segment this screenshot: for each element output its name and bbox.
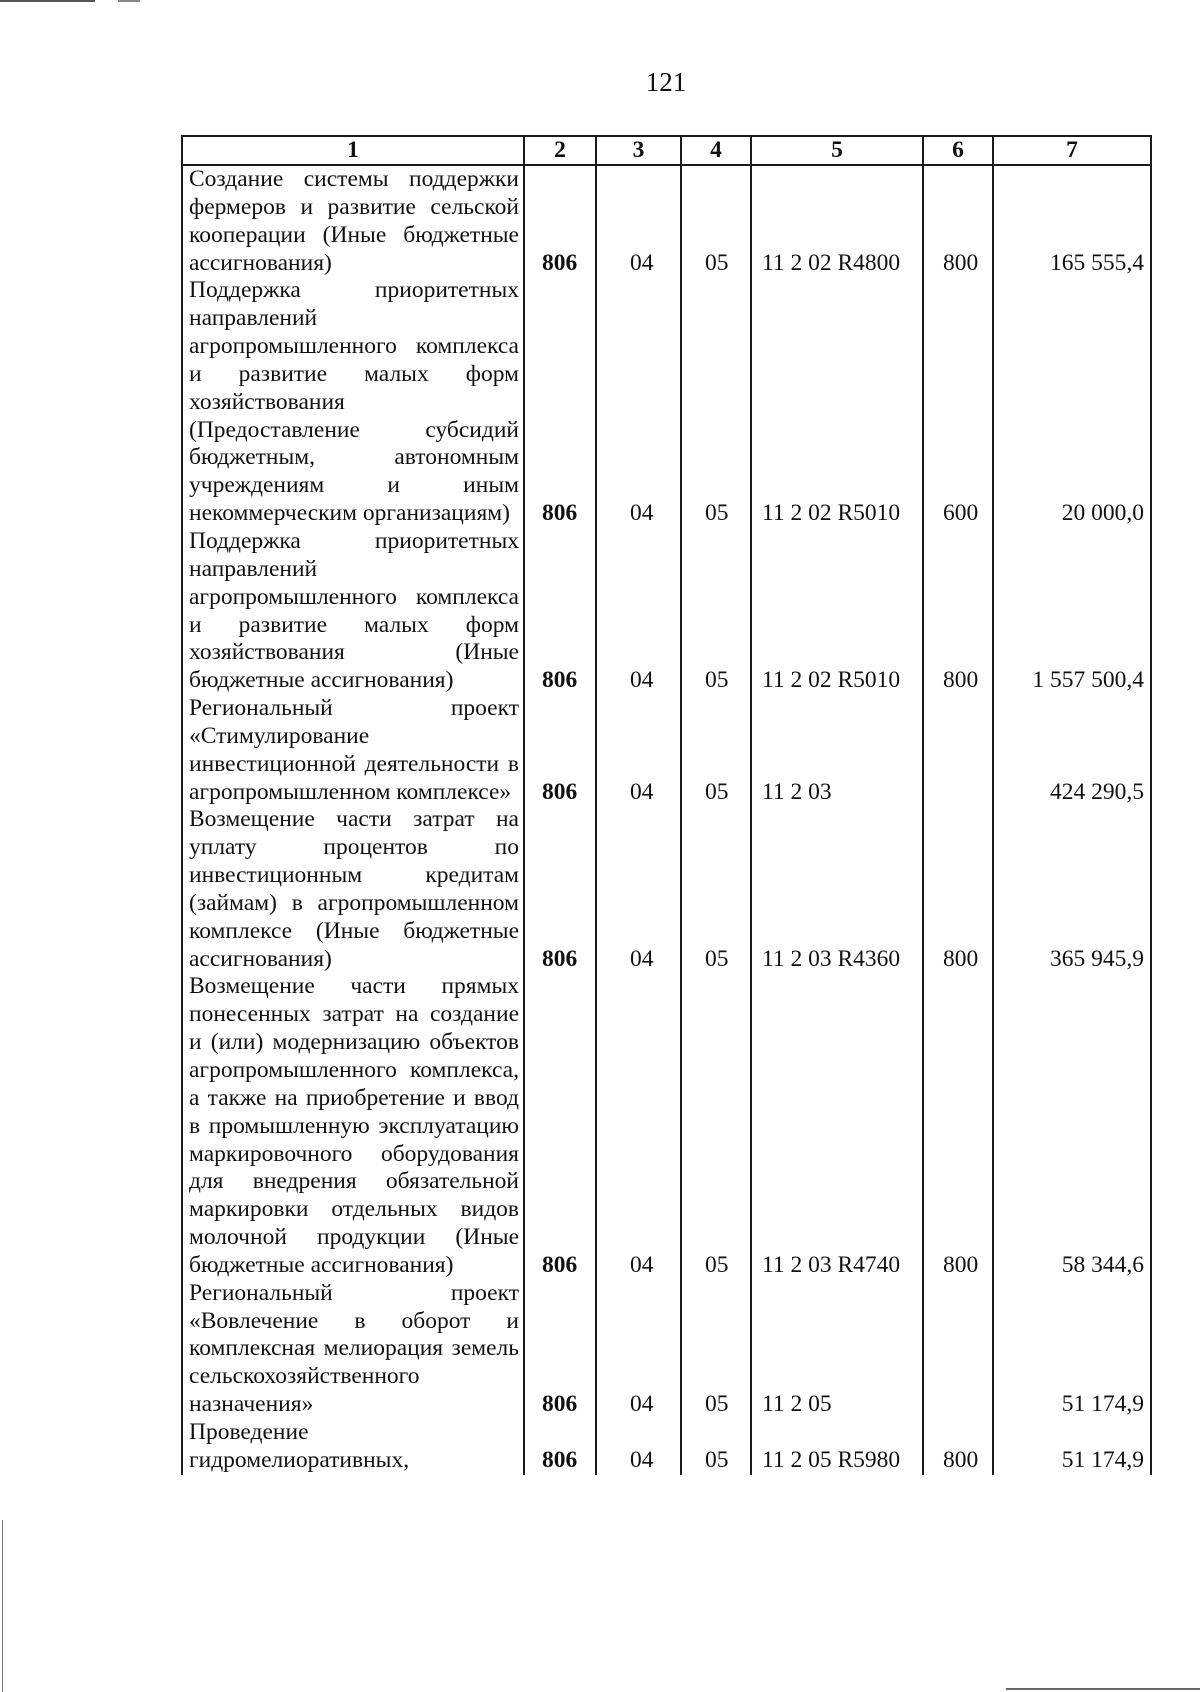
cell-section: 04 [596,165,681,277]
cell-admin-code: 806 [524,528,596,695]
column-header: 1 [182,136,524,165]
cell-amount: 365 945,9 [993,806,1151,973]
cell-target-article: 11 2 03 R4360 [751,806,923,973]
column-header: 2 [524,136,596,165]
cell-amount: 20 000,0 [993,277,1151,528]
table-body [182,165,1151,1475]
cell-name: Проведение гидромелиоративных, [182,1419,524,1475]
cell-admin-code: 806 [524,165,596,277]
cell-name: Поддержка приоритетных направлений агропромышленного комплекса и развитие малых форм хозяйствования (Иные бюджетные ассигнования) [182,528,524,695]
cell-expense-type: 800 [923,973,993,1279]
cell-amount: 1 557 500,4 [993,528,1151,695]
cell-section: 04 [596,973,681,1279]
cell-target-article: 11 2 03 R4740 [751,973,923,1279]
cell-subsection: 05 [681,1419,751,1475]
column-header: 4 [681,136,751,165]
cell-section: 04 [596,528,681,695]
cell-amount: 424 290,5 [993,695,1151,806]
cell-expense-type: 800 [923,528,993,695]
cell-amount: 51 174,9 [993,1419,1151,1475]
cell-target-article: 11 2 05 [751,1280,923,1419]
cell-name: Поддержка приоритетных направлений агропромышленного комплекса и развитие малых форм хозяйствования (Предоставление субсидий бюджетным, автономным учреждениям и иным некоммерческим организациям) [182,277,524,528]
cell-target-article: 11 2 02 R5010 [751,277,923,528]
cell-subsection: 05 [681,695,751,806]
cell-admin-code: 806 [524,806,596,973]
cell-admin-code: 806 [524,1419,596,1475]
scan-artifact-line [118,0,140,2]
page-number: 121 [645,67,687,97]
table-row [182,695,1151,806]
cell-expense-type [923,695,993,806]
cell-expense-type: 800 [923,165,993,277]
cell-amount: 51 174,9 [993,1280,1151,1419]
cell-section: 04 [596,277,681,528]
table-row [182,1280,1151,1419]
cell-subsection: 05 [681,528,751,695]
table-row [182,528,1151,695]
scan-artifact-line [2,1520,3,1692]
cell-target-article: 11 2 02 R4800 [751,165,923,277]
cell-name: Региональный проект «Вовлечение в оборот и комплексная мелиорация земель сельскохозяйственного назначения» [182,1280,524,1419]
table-row [182,973,1151,1279]
cell-subsection: 05 [681,277,751,528]
cell-amount: 165 555,4 [993,165,1151,277]
cell-section: 04 [596,1280,681,1419]
cell-target-article: 11 2 03 [751,695,923,806]
budget-table-frame [181,135,1150,1692]
cell-admin-code: 806 [524,277,596,528]
cell-subsection: 05 [681,165,751,277]
cell-section: 04 [596,806,681,973]
column-header: 6 [923,136,993,165]
cell-name: Региональный проект «Стимулирование инвестиционной деятельности в агропромышленном комплексе» [182,695,524,806]
table-row [182,165,1151,277]
cell-target-article: 11 2 02 R5010 [751,528,923,695]
table-row [182,1419,1151,1475]
cell-expense-type [923,1280,993,1419]
cell-subsection: 05 [681,1280,751,1419]
column-header: 7 [993,136,1151,165]
cell-section: 04 [596,695,681,806]
column-header: 5 [751,136,923,165]
cell-admin-code: 806 [524,1280,596,1419]
cell-section: 04 [596,1419,681,1475]
cell-admin-code: 806 [524,973,596,1279]
cell-amount: 58 344,6 [993,973,1151,1279]
cell-name: Возмещение части прямых понесенных затрат на создание и (или) модернизацию объектов агропромышленного комплекса, а также на приобретение и ввод в промышленную эксплуатацию маркировочного оборудования для внедрения обязательной маркировки отдельных видов молочной продукции (Иные бюджетные ассигнования) [182,973,524,1279]
cell-name: Создание системы поддержки фермеров и развитие сельской кооперации (Иные бюджетные ассигнования) [182,165,524,277]
table-row [182,277,1151,528]
cell-subsection: 05 [681,973,751,1279]
scan-artifact-line [0,0,95,2]
table-row [182,806,1151,973]
cell-target-article: 11 2 05 R5980 [751,1419,923,1475]
cell-expense-type: 800 [923,806,993,973]
cell-name: Возмещение части затрат на уплату процентов по инвестиционным кредитам (займам) в агропромышленном комплексе (Иные бюджетные ассигнования) [182,806,524,973]
cell-admin-code: 806 [524,695,596,806]
budget-table [181,135,1152,1475]
column-header: 3 [596,136,681,165]
table-header-row [182,136,1151,165]
cell-expense-type: 600 [923,277,993,528]
cell-expense-type: 800 [923,1419,993,1475]
cell-subsection: 05 [681,806,751,973]
